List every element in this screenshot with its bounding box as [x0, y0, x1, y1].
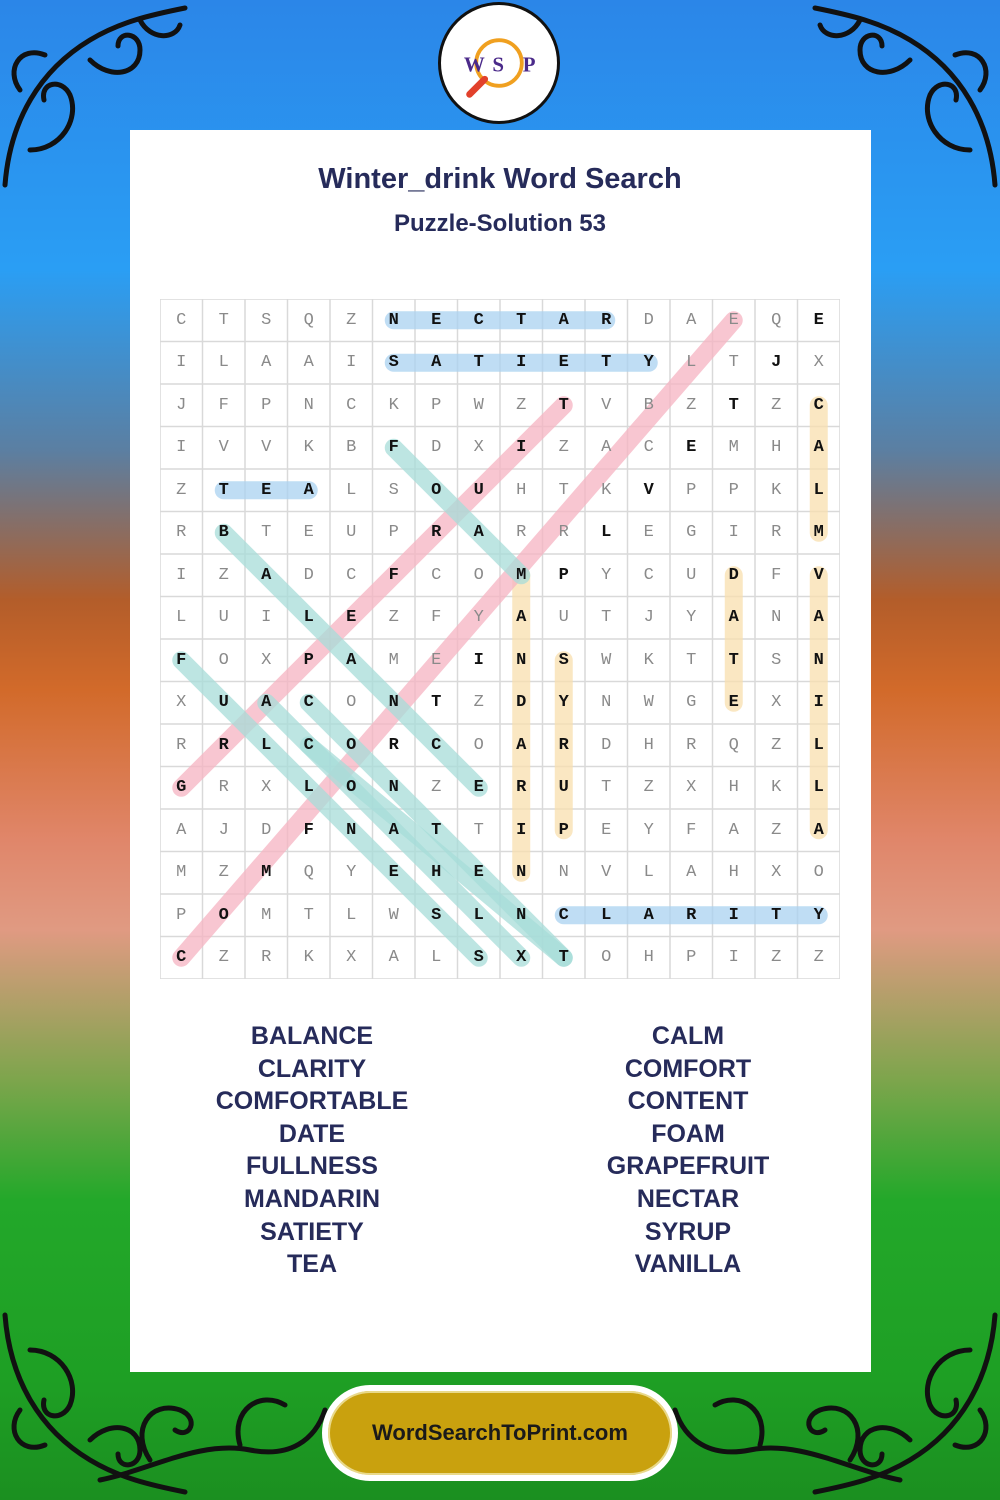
word-list-item: BALANCE [250, 1022, 374, 1050]
grid-cell[interactable]: R [176, 523, 187, 543]
grid-cell[interactable]: T [473, 353, 484, 373]
grid-cell[interactable]: A [303, 353, 314, 373]
grid-cell[interactable]: R [388, 735, 399, 755]
grid-cell[interactable]: K [771, 778, 782, 798]
grid-cell[interactable]: L [176, 608, 187, 628]
grid-cell[interactable]: P [558, 820, 569, 840]
grid-cell[interactable]: W [601, 650, 612, 670]
grid-cell[interactable]: S [388, 480, 399, 500]
grid-cell[interactable]: O [813, 863, 824, 883]
grid-cell[interactable]: S [473, 948, 484, 968]
grid-cell[interactable]: I [813, 693, 824, 713]
grid-cell[interactable]: R [516, 778, 527, 798]
grid-cell[interactable]: M [728, 438, 739, 458]
grid-cell[interactable]: D [516, 693, 527, 713]
grid-cell[interactable]: A [261, 693, 272, 713]
grid-cell[interactable]: P [686, 480, 697, 500]
grid-cell[interactable]: V [601, 395, 612, 415]
grid-cell[interactable]: Y [686, 608, 697, 628]
grid-cell[interactable]: X [771, 863, 782, 883]
grid-cell[interactable]: F [218, 395, 229, 415]
grid-cell[interactable]: H [431, 863, 442, 883]
grid-cell[interactable]: T [728, 395, 739, 415]
grid-cell[interactable]: Z [643, 778, 654, 798]
grid-cell[interactable]: J [771, 353, 782, 373]
grid-cell[interactable]: Q [303, 863, 314, 883]
grid-cell[interactable]: M [261, 863, 272, 883]
grid-cell[interactable]: C [346, 395, 357, 415]
grid-cell[interactable]: V [261, 438, 272, 458]
grid-cell[interactable]: R [686, 735, 697, 755]
grid-cell[interactable]: H [516, 480, 527, 500]
grid-cell[interactable]: U [686, 565, 697, 585]
grid-cell[interactable]: F [388, 565, 399, 585]
grid-cell[interactable]: Z [218, 565, 229, 585]
grid-cell[interactable]: R [176, 735, 187, 755]
grid-cell[interactable]: S [431, 905, 442, 925]
grid-cell[interactable]: C [303, 693, 314, 713]
word-list-item: TEA [287, 1250, 337, 1279]
grid-cell[interactable]: N [516, 650, 527, 670]
grid-cell[interactable]: H [771, 438, 782, 458]
grid-cell[interactable]: P [303, 650, 314, 670]
grid-cell[interactable]: E [728, 310, 739, 330]
grid-cell[interactable]: E [473, 778, 484, 798]
grid-cell[interactable]: N [388, 693, 399, 713]
grid-cell[interactable]: N [516, 863, 527, 883]
grid-cell[interactable]: V [813, 565, 824, 585]
grid-cell[interactable]: S [388, 353, 399, 373]
grid-cell[interactable]: C [431, 565, 442, 585]
grid-cell[interactable]: V [643, 480, 654, 500]
grid-cell[interactable]: O [346, 735, 357, 755]
grid-cell[interactable]: A [516, 608, 527, 628]
grid-cell[interactable]: F [303, 820, 314, 840]
grid-cell[interactable]: M [176, 863, 187, 883]
grid-cell[interactable]: K [303, 948, 314, 968]
grid-cell[interactable]: Y [601, 565, 612, 585]
grid-cell[interactable]: L [473, 905, 484, 925]
grid-cell[interactable]: L [813, 778, 824, 798]
grid-cell[interactable]: X [771, 693, 782, 713]
grid-cell[interactable]: X [813, 353, 824, 373]
grid-cell[interactable]: I [516, 438, 527, 458]
grid-cell[interactable]: W [388, 905, 399, 925]
grid-cell[interactable]: J [218, 820, 229, 840]
grid-cell[interactable]: L [643, 863, 654, 883]
grid-cell[interactable]: G [686, 523, 697, 543]
grid-cell[interactable]: U [218, 693, 229, 713]
grid-cell[interactable]: T [728, 650, 739, 670]
grid-cell[interactable]: X [473, 438, 484, 458]
grid-cell[interactable]: A [686, 863, 697, 883]
puzzle-subtitle: Puzzle-Solution 53 [393, 210, 606, 237]
magnifier-icon [441, 5, 557, 121]
grid-cell[interactable]: Z [431, 778, 442, 798]
grid-cell[interactable]: X [686, 778, 697, 798]
grid-cell[interactable]: L [813, 735, 824, 755]
grid-cell[interactable]: A [261, 565, 272, 585]
grid-cell[interactable]: A [643, 905, 654, 925]
grid-cell[interactable]: A [388, 948, 399, 968]
grid-cell[interactable]: F [388, 438, 399, 458]
grid-cell[interactable]: T [218, 310, 229, 330]
grid-cell[interactable]: J [176, 395, 187, 415]
grid-cell[interactable]: Z [218, 948, 229, 968]
grid-cell[interactable]: Y [643, 353, 654, 373]
grid-cell[interactable]: G [176, 778, 187, 798]
grid-cell[interactable]: F [431, 608, 442, 628]
grid-cell[interactable]: C [558, 905, 569, 925]
grid-cell[interactable]: L [218, 353, 229, 373]
grid-cell[interactable]: Z [813, 948, 824, 968]
grid-cell[interactable]: I [346, 353, 357, 373]
grid-cell[interactable]: Y [643, 820, 654, 840]
word-list-item: MANDARIN [243, 1184, 381, 1213]
website-link-button[interactable]: WordSearchToPrint.com [322, 1385, 678, 1481]
grid-cell[interactable]: U [346, 523, 357, 543]
grid-cell[interactable]: V [218, 438, 229, 458]
grid-cell[interactable]: D [261, 820, 272, 840]
grid-cell[interactable]: E [813, 310, 824, 330]
grid-cell[interactable]: E [388, 863, 399, 883]
grid-cell[interactable]: B [346, 438, 357, 458]
grid-cell[interactable]: I [516, 820, 527, 840]
grid-cell[interactable]: G [686, 693, 697, 713]
grid-cell[interactable]: N [771, 608, 782, 628]
word-list-item: CALM [651, 1022, 725, 1050]
grid-cell[interactable]: R [261, 948, 272, 968]
grid-cell[interactable]: V [601, 863, 612, 883]
grid-cell[interactable]: A [601, 438, 612, 458]
grid-cell[interactable]: P [261, 395, 272, 415]
grid-cell[interactable]: Z [771, 948, 782, 968]
grid-cell[interactable]: R [558, 523, 569, 543]
grid-cell[interactable]: A [261, 353, 272, 373]
grid-cell[interactable]: Z [473, 693, 484, 713]
grid-cell[interactable]: C [431, 735, 442, 755]
word-search-grid [160, 299, 840, 979]
grid-cell[interactable]: Z [176, 480, 187, 500]
grid-cell[interactable]: K [771, 480, 782, 500]
grid-cell[interactable]: F [771, 565, 782, 585]
grid-cell[interactable]: X [346, 948, 357, 968]
grid-cell[interactable]: L [303, 608, 314, 628]
grid-cell[interactable]: F [686, 820, 697, 840]
grid-cell[interactable]: E [686, 438, 697, 458]
grid-cell[interactable]: S [558, 650, 569, 670]
grid-cell[interactable]: N [516, 905, 527, 925]
grid-cell[interactable]: U [473, 480, 484, 500]
grid-cell[interactable]: T [601, 778, 612, 798]
puzzle-title: Winter_drink Word Search [318, 163, 682, 195]
word-list-item: SATIETY [260, 1217, 364, 1246]
grid-cell[interactable]: Z [388, 608, 399, 628]
word-list-item: SYRUP [644, 1217, 732, 1246]
grid-cell[interactable]: D [431, 438, 442, 458]
grid-cell[interactable]: P [176, 905, 187, 925]
grid-cell[interactable]: Z [516, 395, 527, 415]
grid-cell[interactable]: Y [813, 905, 824, 925]
grid-cell[interactable]: T [303, 905, 314, 925]
grid-cell[interactable]: K [643, 650, 654, 670]
grid-cell[interactable]: E [643, 523, 654, 543]
grid-cell[interactable]: M [516, 565, 527, 585]
grid-cell[interactable]: S [261, 310, 272, 330]
grid-cell[interactable]: A [813, 820, 824, 840]
grid-cell[interactable]: E [558, 353, 569, 373]
grid-cell[interactable]: L [261, 735, 272, 755]
grid-cell[interactable]: T [218, 480, 229, 500]
grid-cell[interactable]: Z [558, 438, 569, 458]
grid-cell[interactable]: A [176, 820, 187, 840]
grid-cell[interactable]: R [431, 523, 442, 543]
grid-cell[interactable]: R [686, 905, 697, 925]
grid-cell[interactable]: E [431, 310, 442, 330]
grid-cell[interactable]: O [473, 735, 484, 755]
grid-cell[interactable]: E [346, 608, 357, 628]
grid-cell[interactable]: E [261, 480, 272, 500]
word-list-item: NECTAR [636, 1184, 740, 1213]
grid-cell[interactable]: I [261, 608, 272, 628]
grid-cell[interactable]: A [346, 650, 357, 670]
grid-cell[interactable]: A [431, 353, 442, 373]
grid-cell[interactable]: K [303, 438, 314, 458]
grid-cell[interactable]: R [558, 735, 569, 755]
grid-cell[interactable]: Z [218, 863, 229, 883]
grid-cell[interactable]: Q [771, 310, 782, 330]
grid-cell[interactable]: T [728, 353, 739, 373]
word-list-item: COMFORTABLE [215, 1087, 409, 1116]
grid-cell[interactable]: Q [303, 310, 314, 330]
bottom-flourish-right [670, 1350, 910, 1500]
grid-cell[interactable]: W [643, 693, 654, 713]
grid-cell[interactable]: C [643, 565, 654, 585]
grid-cell[interactable]: K [601, 480, 612, 500]
grid-cell[interactable]: C [473, 310, 484, 330]
grid-cell[interactable]: Z [771, 820, 782, 840]
grid-cell[interactable]: I [176, 565, 187, 585]
logo-letter-s: S [492, 52, 504, 77]
grid-cell[interactable]: A [728, 820, 739, 840]
grid-cell[interactable]: L [601, 905, 612, 925]
grid-cell[interactable]: T [261, 523, 272, 543]
grid-cell[interactable]: T [431, 693, 442, 713]
grid-cell[interactable]: L [346, 905, 357, 925]
grid-cell[interactable]: L [346, 480, 357, 500]
grid-cell[interactable]: T [431, 820, 442, 840]
grid-cell[interactable]: L [431, 948, 442, 968]
grid-cell[interactable]: T [516, 310, 527, 330]
grid-cell[interactable]: A [728, 608, 739, 628]
grid-cell[interactable]: T [771, 905, 782, 925]
grid-cell[interactable]: M [388, 650, 399, 670]
grid-cell[interactable]: S [771, 650, 782, 670]
grid-cell[interactable]: Y [473, 608, 484, 628]
grid-cell[interactable]: O [218, 905, 229, 925]
grid-cell[interactable]: A [686, 310, 697, 330]
grid-cell[interactable]: U [558, 608, 569, 628]
grid-cell[interactable]: O [218, 650, 229, 670]
grid-cell[interactable]: H [728, 778, 739, 798]
grid-cell[interactable]: D [728, 565, 739, 585]
word-list-item: FOAM [651, 1119, 725, 1148]
grid-cell[interactable]: M [813, 523, 824, 543]
grid-cell[interactable]: L [686, 353, 697, 373]
word-list-item: VANILLA [634, 1250, 742, 1279]
logo-letter-p: P [522, 52, 536, 77]
grid-cell[interactable]: Z [771, 395, 782, 415]
grid-cell[interactable]: J [643, 608, 654, 628]
grid-cell[interactable]: R [218, 778, 229, 798]
word-list-item: CONTENT [627, 1087, 749, 1116]
grid-cell[interactable]: E [473, 863, 484, 883]
grid-cell[interactable]: C [176, 310, 187, 330]
grid-cell[interactable]: L [303, 778, 314, 798]
grid-cell[interactable]: C [346, 565, 357, 585]
grid-cell[interactable]: U [218, 608, 229, 628]
grid-cell[interactable]: H [643, 735, 654, 755]
grid-cell[interactable]: E [303, 523, 314, 543]
word-list-item: DATE [278, 1119, 346, 1148]
grid-cell[interactable]: Z [686, 395, 697, 415]
grid-cell[interactable]: X [516, 948, 527, 968]
grid-cell[interactable]: Y [558, 693, 569, 713]
grid-cell[interactable]: A [813, 608, 824, 628]
grid-cell[interactable]: D [643, 310, 654, 330]
grid-cell[interactable]: T [558, 480, 569, 500]
grid-cell[interactable]: Z [346, 310, 357, 330]
grid-cell[interactable]: W [473, 395, 484, 415]
word-list-item: FULLNESS [246, 1152, 378, 1181]
grid-cell[interactable]: R [601, 310, 612, 330]
grid-cell[interactable]: P [431, 395, 442, 415]
grid-cell[interactable]: P [686, 948, 697, 968]
grid-cell[interactable]: H [728, 863, 739, 883]
grid-cell[interactable]: I [176, 438, 187, 458]
bottom-flourish-left [90, 1350, 330, 1500]
grid-cell[interactable]: I [473, 650, 484, 670]
grid-cell[interactable]: A [473, 523, 484, 543]
grid-cell[interactable]: N [388, 778, 399, 798]
grid-cell[interactable]: R [516, 523, 527, 543]
grid-cell[interactable]: X [176, 693, 187, 713]
grid-cell[interactable]: O [346, 778, 357, 798]
grid-cell[interactable]: E [431, 650, 442, 670]
grid-cell[interactable]: A [303, 480, 314, 500]
grid-cell[interactable]: N [346, 820, 357, 840]
grid-cell[interactable]: T [686, 650, 697, 670]
grid-cell[interactable]: N [601, 693, 612, 713]
grid-cell[interactable]: I [176, 353, 187, 373]
grid-cell[interactable]: T [473, 820, 484, 840]
wsp-logo[interactable] [438, 2, 560, 124]
grid-cell[interactable]: A [813, 438, 824, 458]
grid-cell[interactable]: D [601, 735, 612, 755]
grid-cell[interactable]: L [813, 480, 824, 500]
grid-cell[interactable]: P [728, 480, 739, 500]
grid-cell[interactable]: H [643, 948, 654, 968]
word-list-left [132, 1020, 492, 1281]
grid-cell[interactable]: B [643, 395, 654, 415]
grid-cell[interactable]: L [601, 523, 612, 543]
grid-cell[interactable]: N [388, 310, 399, 330]
grid-cell[interactable]: K [388, 395, 399, 415]
grid-cell[interactable]: N [303, 395, 314, 415]
grid-cell[interactable]: I [728, 905, 739, 925]
grid-cell[interactable]: I [516, 353, 527, 373]
grid-cell[interactable]: D [303, 565, 314, 585]
grid-cell[interactable]: C [813, 395, 824, 415]
grid-cell[interactable]: T [558, 395, 569, 415]
grid-cell[interactable]: I [728, 523, 739, 543]
grid-cell[interactable]: X [261, 650, 272, 670]
grid-cell[interactable]: M [261, 905, 272, 925]
grid-cell[interactable]: R [771, 523, 782, 543]
grid-cell[interactable]: C [303, 735, 314, 755]
grid-cell[interactable]: A [388, 820, 399, 840]
grid-cell[interactable]: P [388, 523, 399, 543]
grid-cell[interactable]: O [431, 480, 442, 500]
grid-cell[interactable]: E [601, 820, 612, 840]
grid-cell[interactable]: O [601, 948, 612, 968]
grid-cell[interactable]: R [218, 735, 229, 755]
grid-cell[interactable]: O [473, 565, 484, 585]
grid-cell[interactable]: I [728, 948, 739, 968]
grid-cell[interactable]: U [558, 778, 569, 798]
grid-cell[interactable]: C [176, 948, 187, 968]
grid-cell[interactable]: Y [346, 863, 357, 883]
grid-cell[interactable]: B [218, 523, 229, 543]
grid-cell[interactable]: N [813, 650, 824, 670]
grid-cell[interactable]: F [176, 650, 187, 670]
grid-cell[interactable]: A [516, 735, 527, 755]
grid-cell[interactable]: Z [771, 735, 782, 755]
grid-cell[interactable]: N [558, 863, 569, 883]
word-list-item: COMFORT [624, 1054, 752, 1083]
grid-cell[interactable]: C [643, 438, 654, 458]
grid-cell[interactable]: P [558, 565, 569, 585]
word-list-item: CLARITY [257, 1054, 367, 1083]
grid-cell[interactable]: E [728, 693, 739, 713]
logo-letter-w: W [463, 52, 485, 77]
grid-cell[interactable]: T [601, 353, 612, 373]
grid-cell[interactable]: Q [728, 735, 739, 755]
word-list-item: GRAPEFRUIT [606, 1152, 770, 1181]
grid-cell[interactable]: T [601, 608, 612, 628]
word-list-right [508, 1020, 868, 1281]
grid-cell[interactable]: X [261, 778, 272, 798]
grid-cell[interactable]: O [346, 693, 357, 713]
grid-cell[interactable]: A [558, 310, 569, 330]
grid-cell[interactable]: T [558, 948, 569, 968]
